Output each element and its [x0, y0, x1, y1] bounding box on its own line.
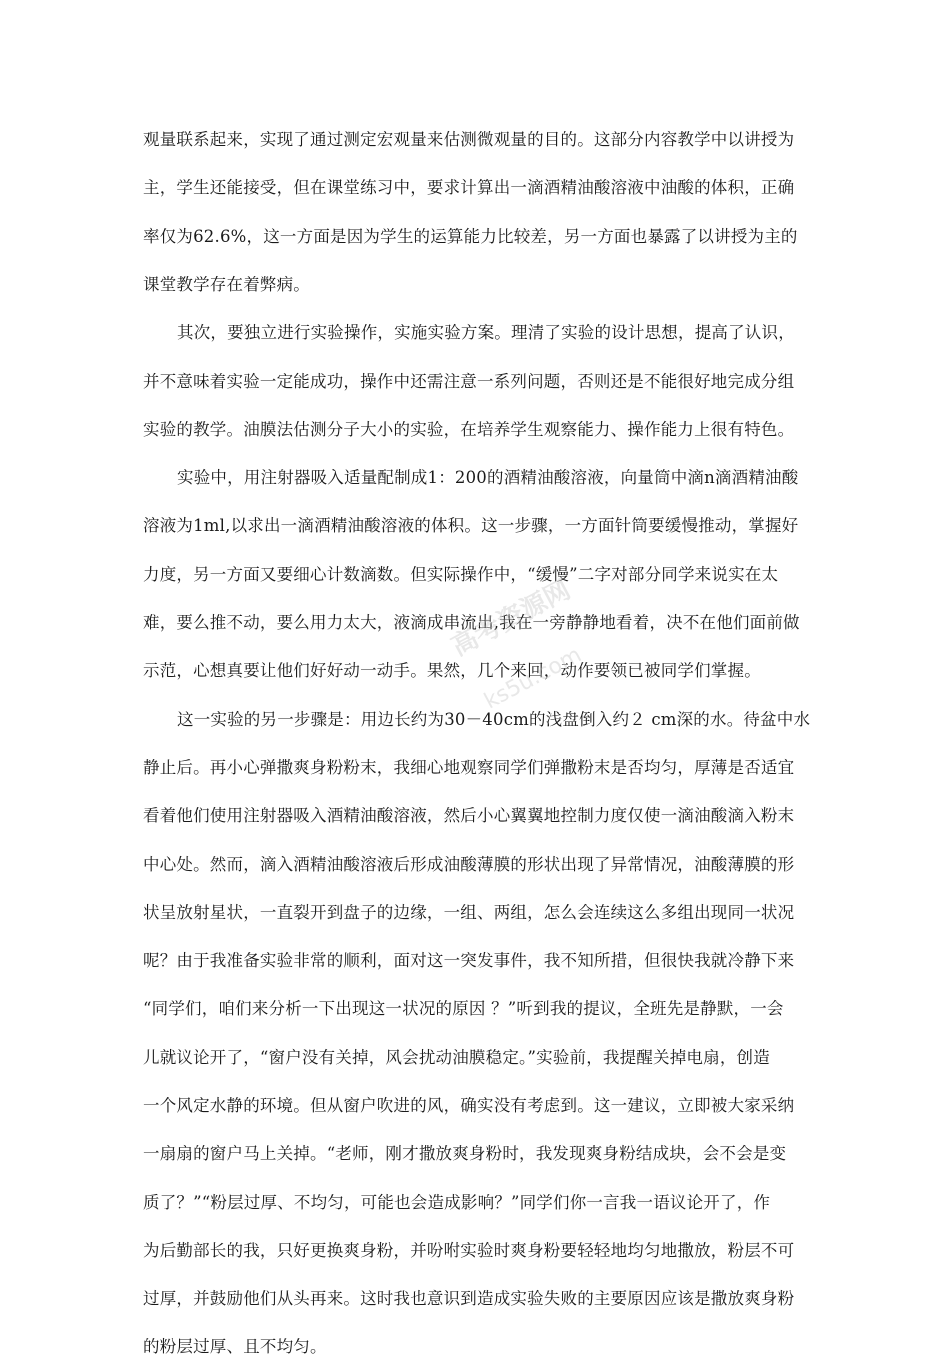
paragraph-start-line: 其次，要独立进行实验操作，实施实验方案。理清了实验的设计思想，提高了认识，	[177, 323, 795, 342]
paragraph-start-line: 实验中，用注射器吸入适量配制成1：200的酒精油酸溶液，向量筒中滴n滴酒精油酸	[177, 468, 799, 487]
text-line: 实验的教学。油膜法估测分子大小的实验，在培养学生观察能力、操作能力上很有特色。	[143, 420, 795, 439]
text-line: 课堂教学存在着弊病。	[143, 275, 310, 294]
text-line: “同学们，咱们来分析一下出现这一状况的原因 ？”听到我的提议，全班先是静默，一会	[143, 999, 784, 1018]
text-line: 力度，另一方面又要细心计数滴数。但实际操作中，“缓慢”二字对部分同学来说实在太	[143, 565, 779, 584]
text-line: 观量联系起来，实现了通过测定宏观量来估测微观量的目的。这部分内容教学中以讲授为	[143, 130, 795, 149]
text-line: 状呈放射星状，一直裂开到盘子的边缘，一组、两组，怎么会连续这么多组出现同一状况	[143, 903, 795, 922]
text-line: 儿就议论开了，“窗户没有关掉，风会扰动油膜稳定。”实验前，我提醒关掉电扇，创造	[143, 1048, 770, 1067]
text-line: 过厚，并鼓励他们从头再来。这时我也意识到造成实验失败的主要原因应该是撒放爽身粉	[143, 1289, 795, 1308]
text-line: 静止后。再小心弹撒爽身粉粉末，我细心地观察同学们弹撒粉末是否均匀，厚薄是否适宜	[143, 758, 795, 777]
text-line: 并不意味着实验一定能成功，操作中还需注意一系列问题，否则还是不能很好地完成分组	[143, 372, 795, 391]
text-line: 为后勤部长的我，只好更换爽身粉，并吩咐实验时爽身粉要轻轻地均匀地撒放，粉层不可	[143, 1241, 795, 1260]
text-line: 中心处。然而，滴入酒精油酸溶液后形成油酸薄膜的形状出现了异常情况，油酸薄膜的形	[143, 855, 795, 874]
text-line: 一扇扇的窗户马上关掉。“老师，刚才撒放爽身粉时，我发现爽身粉结成块，会不会是变	[143, 1144, 787, 1163]
text-line: 率仅为62.6%，这一方面是因为学生的运算能力比较差，另一方面也暴露了以讲授为主的	[143, 227, 798, 246]
watermark-url: ks5u.com	[480, 642, 586, 715]
watermark-text: 高考资源网	[446, 574, 576, 663]
text-line: 主，学生还能接受，但在课堂练习中，要求计算出一滴酒精油酸溶液中油酸的体积，正确	[143, 178, 795, 197]
text-line: 难，要么推不动，要么用力太大，液滴成串流出,我在一旁静静地看着，决不在他们面前做	[143, 613, 800, 632]
text-line: 的粉层过厚、且不均匀。	[143, 1337, 327, 1356]
paragraph-start-line: 这一实验的另一步骤是：用边长约为30－40cm的浅盘倒入约２ cm深的水。待盆中水	[177, 710, 811, 729]
text-line: 示范，心想真要让他们好好动一动手。果然，几个来回，动作要领已被同学们掌握。	[143, 661, 761, 680]
text-line: 看着他们使用注射器吸入酒精油酸溶液，然后小心翼翼地控制力度仅使一滴油酸滴入粉末	[143, 806, 795, 825]
text-line: 呢？由于我准备实验非常的顺利，面对这一突发事件，我不知所措，但很快我就冷静下来	[143, 951, 795, 970]
text-line: 质了？”“粉层过厚、不均匀，可能也会造成影响？”同学们你一言我一语议论开了，作	[143, 1193, 771, 1212]
text-line: 溶液为1ml,以求出一滴酒精油酸溶液的体积。这一步骤，一方面针筒要缓慢推动，掌握好	[143, 516, 799, 535]
text-line: 一个风定水静的环境。但从窗户吹进的风，确实没有考虑到。这一建议，立即被大家采纳	[143, 1096, 795, 1115]
